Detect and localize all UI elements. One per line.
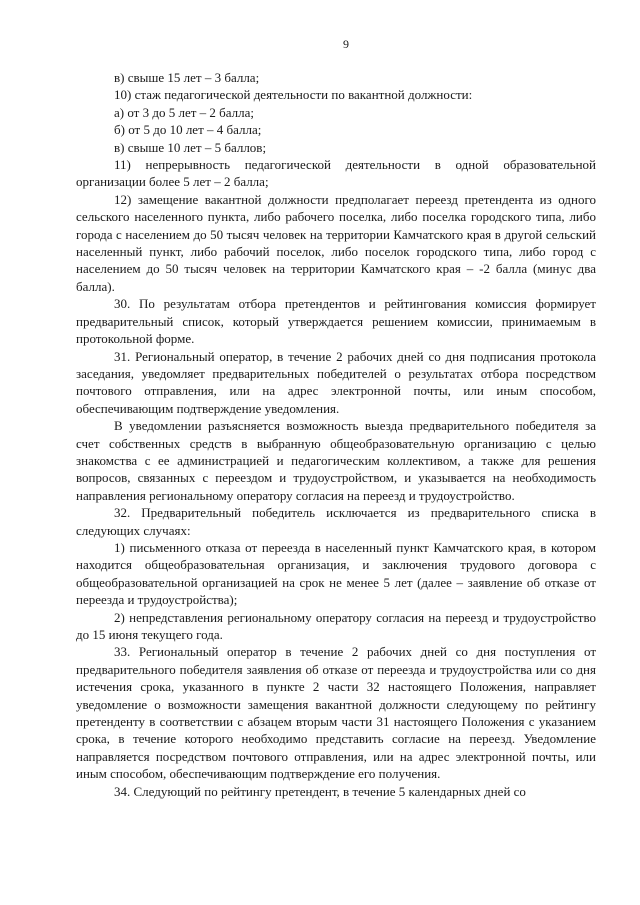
paragraph-section-31: 31. Региональный оператор, в течение 2 рабочих дней со дня подписания протокола заседания, уведомляет предварительных победителей о результатах отбора посредством почтового отправления, или на адрес электронной почты, или иным способом, обеспечивающим подтверждение уведомления. [76, 348, 596, 416]
paragraph-section-30: 30. По результатам отбора претендентов и рейтингования комиссия формирует предварительный список, который утверждается решением комиссии, принимаемым в протокольной форме. [76, 296, 596, 347]
document-body [76, 69, 596, 800]
paragraph-section-32-item-2: 2) непредставления региональному оператору согласия на переезд и трудоустройство до 15 июня текущего года. [76, 609, 596, 642]
paragraph-section-34: 34. Следующий по рейтингу претендент, в течение 5 календарных дней со [114, 783, 526, 799]
paragraph-item-11: 11) непрерывность педагогической деятельности в одной образовательной организации более 5 лет – 2 балла; [76, 157, 596, 190]
paragraph-score-15-years: в) свыше 15 лет – 3 балла; [114, 70, 260, 85]
paragraph-item-12: 12) замещение вакантной должности предполагает переезд претендента из одного сельского населенного пункта, либо рабочего поселка, либо поселка городского типа, либо города с населением до 50 тысяч человек на территории Камчатского края в другой сельский населенный пункт, либо рабочий поселок, либо поселок городского типа, либо город с населением до 50 тысяч человек на территории Камчатского края – -2 балла (минус два балла). [76, 191, 596, 294]
paragraph-item-10b: б) от 5 до 10 лет – 4 балла; [114, 122, 262, 138]
page-number: 9 [343, 37, 349, 51]
paragraph-notification: В уведомлении разъясняется возможность выезда предварительного победителя за счет собственных средств в выбранную общеобразовательную организацию с целью знакомства с ее администрацией и педагогическим коллективом, а также для решения вопросов, связанных с переездом и трудоустройством, и указывается на необходимость направления региональному оператору согласия на переезд и трудоустройство. [76, 418, 596, 503]
paragraph-section-32: 32. Предварительный победитель исключается из предварительного списка в следующих случаях: [76, 505, 596, 538]
paragraph-section-33: 33. Региональный оператор в течение 2 рабочих дней со дня поступления от предварительного победителя заявления об отказе от переезда и трудоустройства или со дня истечения срока, указанного в пункте 2 части 32 настоящего Положения, направляет уведомление о возможности замещения вакантной должности следующему по рейтингу претенденту в соответствии с абзацем вторым части 31 настоящего Положения с указанием срока, в течение которого необходимо представить согласие на переезд. Уведомление направляется посредством почтового отправления, или на адрес электронной почты, или иным способом, обеспечивающим подтверждение его получения. [76, 644, 596, 782]
paragraph-item-10c: в) свыше 10 лет – 5 баллов; [114, 139, 267, 155]
paragraph-section-32-item-1: 1) письменного отказа от переезда в населенный пункт Камчатского края, в котором находится общеобразовательная организация, и заключения трудового договора с общеобразовательной организацией на срок не менее 5 лет (далее – заявление об отказе от переезда и трудоустройства); [76, 539, 596, 608]
paragraph-item-10: 10) стаж педагогической деятельности по вакантной должности: [114, 87, 473, 103]
paragraph-item-10a: а) от 3 до 5 лет – 2 балла; [114, 104, 255, 120]
